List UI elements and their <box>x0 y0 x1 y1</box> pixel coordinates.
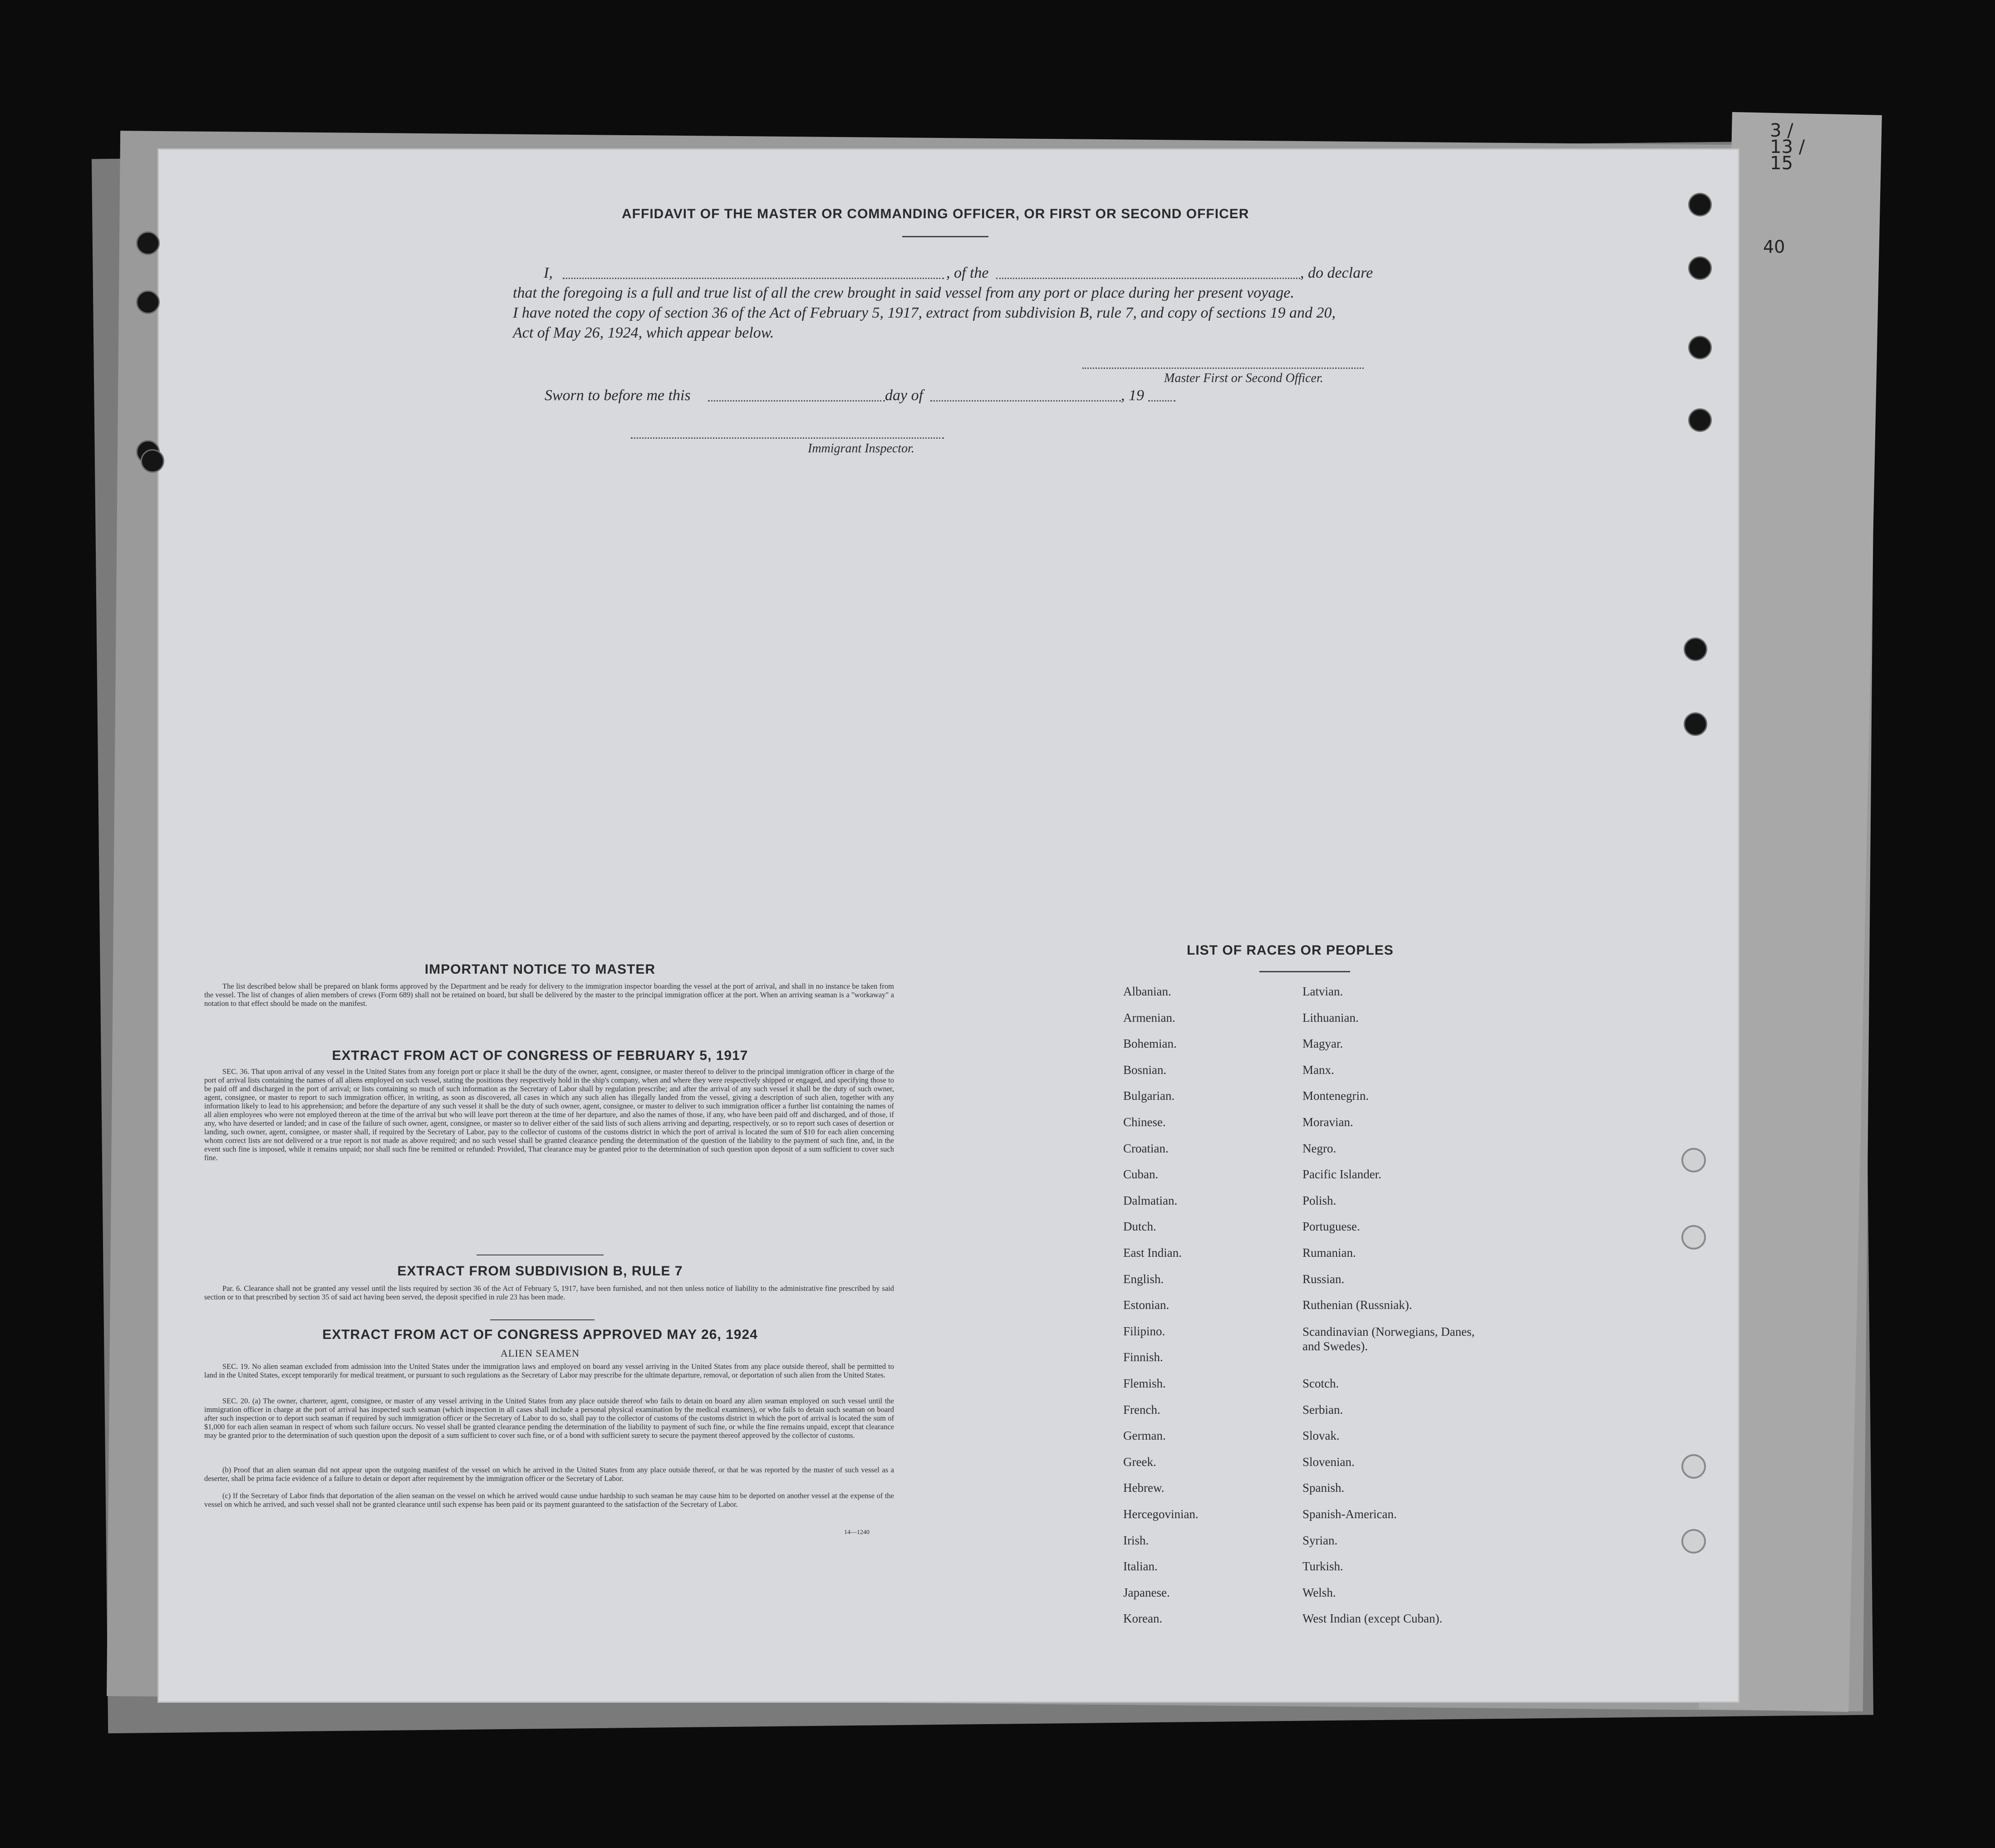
race-item: Croatian. <box>1123 1141 1169 1155</box>
race-item: East Indian. <box>1123 1246 1182 1260</box>
title-rule <box>902 236 988 237</box>
race-item: Filipino. <box>1123 1324 1165 1338</box>
declare-of-the: , of the <box>946 265 989 281</box>
race-item: Albanian. <box>1123 985 1171 998</box>
race-item: Irish. <box>1123 1533 1149 1547</box>
punch-hole <box>1681 1148 1706 1172</box>
punch-hole <box>1688 193 1712 216</box>
punch-hole <box>141 449 164 473</box>
race-item: Armenian. <box>1123 1010 1175 1024</box>
master-signature-label: Master First or Second Officer. <box>1164 371 1323 385</box>
race-item: Magyar. <box>1302 1037 1343 1051</box>
race-item: German. <box>1123 1429 1166 1443</box>
race-item: Estonian. <box>1123 1298 1169 1312</box>
inspector-signature-field[interactable] <box>631 437 944 439</box>
title-rule <box>1259 971 1350 972</box>
punch-hole <box>136 231 160 255</box>
declare-do-declare: , do declare <box>1300 265 1373 281</box>
section-rule <box>490 1319 595 1320</box>
page-number: 40 <box>1763 237 1785 257</box>
extract-rule7-body: Par. 6. Clearance shall not be granted any vessel until the lists required by section 36 of the Act of February 5, 1917, have been furnished, and not then unless notice of liability to the administrative fine prescribed by said section or to that prescribed by section 35 of said act having been served, the deposit specified in rule 23 has been made. <box>204 1284 894 1301</box>
race-item: Bulgarian. <box>1123 1089 1175 1103</box>
extract-1924-sec20c: (c) If the Secretary of Labor finds that deportation of the alien seaman on the vessel on which he arrived would cause undue hardship to such seaman he may cause him to be deported on another vessel at the expense of the vessel on which he arrived, and such vessel shall not be granted clearance until such expense has been paid or its payment guaranteed to the satisfaction of the Secretary of Labor. <box>204 1491 894 1509</box>
race-item: Scotch. <box>1302 1377 1339 1390</box>
document-page <box>159 150 1738 1701</box>
race-item: Slovenian. <box>1302 1455 1355 1469</box>
form-number: 14—1240 <box>844 1529 870 1536</box>
punch-hole <box>1681 1529 1706 1554</box>
race-item: Dutch. <box>1123 1220 1156 1234</box>
race-item: Japanese. <box>1123 1585 1170 1599</box>
race-item: Rumanian. <box>1302 1246 1356 1260</box>
punch-hole <box>1688 408 1712 432</box>
race-item: Ruthenian (Russniak). <box>1302 1298 1412 1312</box>
race-item: Cuban. <box>1123 1167 1159 1181</box>
race-item: Dalmatian. <box>1123 1193 1178 1207</box>
affidavit-title: AFFIDAVIT OF THE MASTER OR COMMANDING OFFICER, OR FIRST OR SECOND OFFICER <box>622 206 1249 221</box>
punch-hole <box>1684 637 1707 661</box>
punch-hole <box>1681 1225 1706 1250</box>
extract-1924-sec20b: (b) Proof that an alien seaman did not appear upon the outgoing manifest of the vessel on which he arrived in the United States from any place outside thereof, or that he was reported by the master of such vessel as a deserter, shall be prima facie evidence of a failure to detain or deport after requirement by the immigration officer or the Secretary of Labor. <box>204 1466 894 1483</box>
race-item: Manx. <box>1302 1063 1334 1077</box>
race-item: Bosnian. <box>1123 1063 1167 1077</box>
vessel-field[interactable] <box>996 278 1300 279</box>
extract-1924-subtitle: ALIEN SEAMEN <box>501 1348 580 1359</box>
race-item: Greek. <box>1123 1455 1156 1469</box>
race-item: Spanish-American. <box>1302 1507 1397 1521</box>
sworn-before: Sworn to before me this <box>545 387 691 404</box>
race-item: Polish. <box>1302 1193 1337 1207</box>
race-item: Slovak. <box>1302 1429 1340 1443</box>
race-item: Moravian. <box>1302 1115 1353 1129</box>
race-item: Latvian. <box>1302 985 1343 998</box>
declaration-line-4: Act of May 26, 1924, which appear below. <box>513 324 774 341</box>
race-item: Portuguese. <box>1302 1220 1360 1234</box>
declaration-line-3: I have noted the copy of section 36 of the Act of February 5, 1917, extract from subdivision B, rule 7, and copy of sections 19 and 20, <box>513 304 1336 321</box>
race-item: Hebrew. <box>1123 1481 1165 1495</box>
race-item: Bohemian. <box>1123 1037 1177 1051</box>
race-item: Welsh. <box>1302 1585 1336 1599</box>
sworn-year-field[interactable] <box>1148 400 1175 402</box>
extract-1917-body: SEC. 36. That upon arrival of any vessel in the United States from any foreign port or place it shall be the duty of the owner, agent, consignee, or master thereof to deliver to the principal immigration officer in charge of the port of arrival lists containing the names of all aliens employed on such vessel, stating the positions they respectively hold in the ship's company, when and where they were respectively shipped or engaged, and specifying those to be paid off and discharged in the port of arrival; or lists containing so much of such information as the Secretary of Labor shall by regulation prescribe; and after the arrival of any such vessel it shall be the duty of such owner, agent, consignee, or master to report to such immigration officer, in writing, as soon as discovered, all cases in which any such alien has illegally landed from the vessel, giving a description of such alien, together with any information likely to lead to his apprehension; and before the departure of any such vessel it shall be the duty of such owner, agent, consignee, or master to deliver to such immigration officer a further list containing the names of all alien employees who were not employed thereon at the time of the arrival but who will leave port thereon at the time of her departure, and also the names of those, if any, who have been paid off and discharged, and of those, if any, who have deserted or landed; and in case of the failure of such owner, agent, consignee, or master so to deliver either of the said lists of such aliens arriving and departing, respectively, or so to report such cases of desertion or landing, such owner, agent, consignee, or master shall, if required by the Secretary of Labor, pay to the collector of customs of the customs district in which the port of arrival is located the sum of $10 for each alien concerning whom correct lists are not delivered or a true report is not made as above required; and no such vessel shall be granted clearance pending the determination of the question of the liability to the payment of such fine, and, in the event such fine is imposed, while it remains unpaid; nor shall such fine be remitted or refunded: Provided, That clearance may be granted prior to the determination of such question upon deposit of a sum sufficient to cover such fine. <box>204 1067 894 1162</box>
extract-1924-title: EXTRACT FROM ACT OF CONGRESS APPROVED MAY 26, 1924 <box>322 1327 758 1342</box>
race-item: Montenegrin. <box>1302 1089 1369 1103</box>
extract-1924-sec19: SEC. 19. No alien seaman excluded from admission into the United States under the immigration laws and employed on board any vessel arriving in the United States from any place outside thereof, shall be permitted to land in the United States, except temporarily for medical treatment, or pursuant to such regulations as the Secretary of Labor may prescribe for the ultimate departure, removal, or deportation of such alien from the United States. <box>204 1362 894 1379</box>
declaration-line-1 <box>544 263 553 283</box>
extract-rule7-title: EXTRACT FROM SUBDIVISION B, RULE 7 <box>397 1264 683 1279</box>
race-item: Italian. <box>1123 1559 1158 1573</box>
punch-hole <box>1688 256 1712 280</box>
sworn-day-field[interactable] <box>708 400 885 402</box>
extract-1924-sec20a: SEC. 20. (a) The owner, charterer, agent, consignee, or master of any vessel arriving in the United States from any place outside thereof who fails to detain on board any alien seaman employed on such vessel until the immigration officer in charge at the port of arrival has inspected such seaman (which inspection in all cases shall include a personal physical examination by the medical examiners), or who fails to detain such seaman on board after such inspection or to deport such seaman if required by such immigration officer or the Secretary of Labor to do so, shall pay to the collector of customs of the customs district in which the port of arrival is located the sum of $1,000 for each alien seaman in respect of whom such failure occurs. No vessel shall be granted clearance pending the determination of the liability to payment of such fine, or while the fine remains unpaid, except that clearance may be granted prior to the determination of such question upon the deposit of a sum sufficient to cover such fine, or of a bond with sufficient surety to secure the payment thereof approved by the collector of customs. <box>204 1397 894 1440</box>
punch-hole <box>136 290 160 314</box>
race-item: Lithuanian. <box>1302 1010 1359 1024</box>
notice-body: The list described below shall be prepared on blank forms approved by the Department and be ready for delivery to the immigration inspector boarding the vessel at the port of arrival, and shall in no instance be taken from the vessel. The list of changes of alien members of crews (Form 689) shall not be retained on board, but shall be delivered by the master to the principal immigration officer at the port. When an arriving seaman is a "workaway" a notation to that effect should be made on the manifest. <box>204 982 894 1008</box>
race-item: Serbian. <box>1302 1402 1343 1417</box>
race-item: Flemish. <box>1123 1377 1166 1390</box>
race-item: Turkish. <box>1302 1559 1343 1573</box>
sworn-month-field[interactable] <box>930 400 1121 402</box>
extract-1917-title: EXTRACT FROM ACT OF CONGRESS OF FEBRUARY 5, 1917 <box>332 1048 748 1063</box>
races-title: LIST OF RACES OR PEOPLES <box>1187 943 1394 958</box>
declare-i: I, <box>544 265 553 281</box>
declaration-line-2: that the foregoing is a full and true list of all the crew brought in said vessel from any port or place during her present voyage. <box>513 284 1294 301</box>
race-item: Negro. <box>1302 1141 1337 1155</box>
race-item: Chinese. <box>1123 1115 1166 1129</box>
race-item: West Indian (except Cuban). <box>1302 1612 1443 1626</box>
race-item: Finnish. <box>1123 1350 1163 1364</box>
punch-hole <box>1684 712 1707 736</box>
race-item: Russian. <box>1302 1272 1345 1286</box>
race-item: Pacific Islander. <box>1302 1167 1381 1181</box>
year-prefix: , 19 <box>1121 387 1144 404</box>
corner-numbers: 3 / 13 / 15 <box>1770 120 1805 174</box>
master-signature-field[interactable] <box>1082 368 1364 369</box>
punch-hole <box>1681 1454 1706 1479</box>
race-item: Hercegovinian. <box>1123 1507 1199 1521</box>
notice-title: IMPORTANT NOTICE TO MASTER <box>424 962 656 977</box>
race-item: Spanish. <box>1302 1481 1345 1495</box>
inspector-label: Immigrant Inspector. <box>808 441 914 456</box>
name-field[interactable] <box>563 278 944 279</box>
punch-hole <box>1688 336 1712 359</box>
day-of: day of <box>885 387 924 404</box>
race-item: Syrian. <box>1302 1533 1338 1547</box>
race-item: English. <box>1123 1272 1164 1286</box>
race-item: Scandinavian (Norwegians, Danes, and Swedes). <box>1302 1324 1475 1353</box>
race-item: French. <box>1123 1402 1160 1417</box>
race-item: Korean. <box>1123 1612 1163 1626</box>
